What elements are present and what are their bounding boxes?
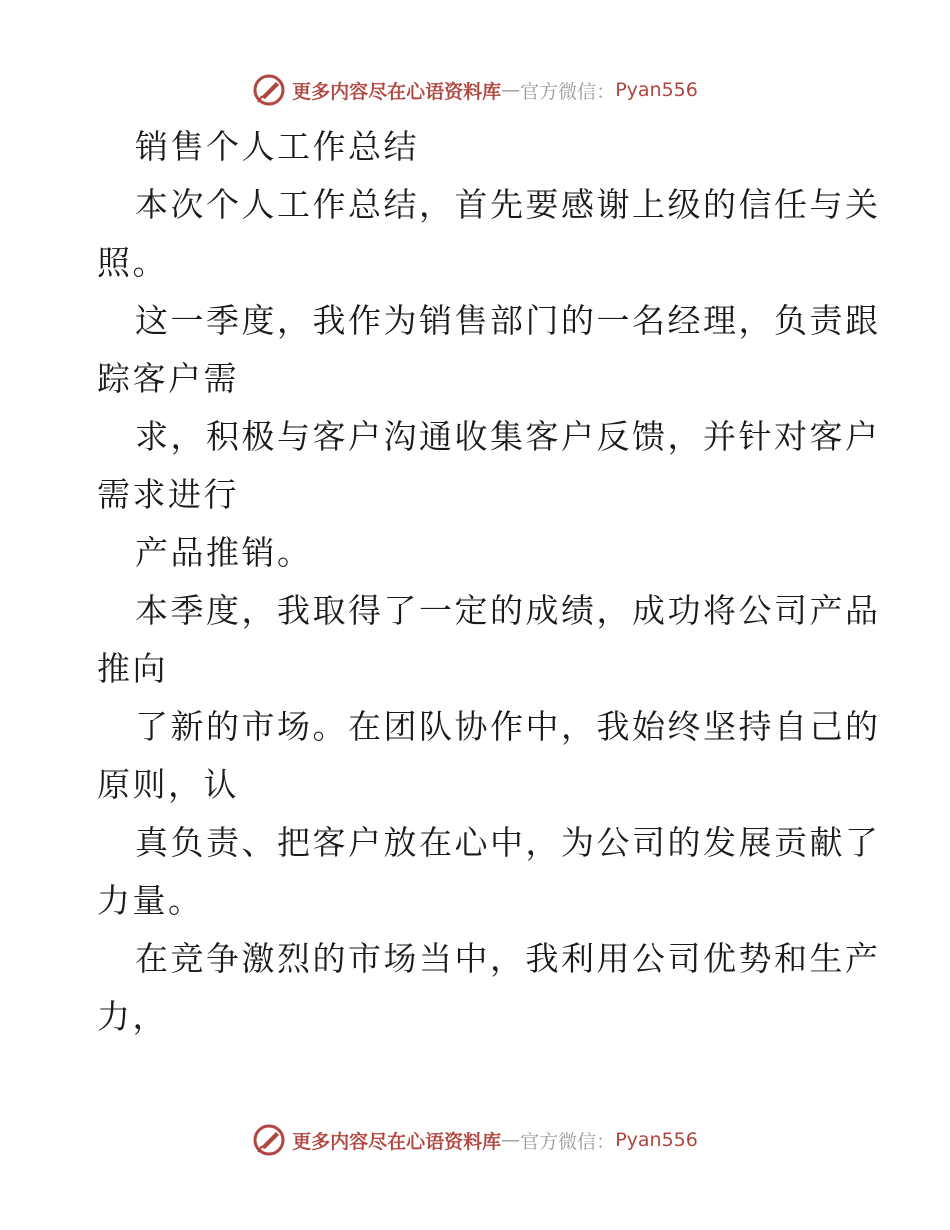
paragraph-line: 本季度，我取得了一定的成绩，成功将公司产品: [135, 591, 881, 630]
paragraph-line: 踪客户需: [97, 359, 239, 398]
header-separator: —: [501, 79, 521, 101]
footer-separator: —: [501, 1129, 521, 1151]
paragraph-line: 本次个人工作总结，首先要感谢上级的信任与关: [135, 185, 881, 224]
footer-wechat-label: 官方微信：: [520, 1130, 616, 1153]
header-banner: [0, 70, 950, 110]
paragraph-line: 力，: [97, 997, 168, 1036]
paragraph-line: 这一季度，我作为销售部门的一名经理，负责跟: [135, 301, 881, 340]
paragraph-line: 了新的市场。在团队协作中，我始终坚持自己的: [135, 707, 881, 746]
paragraph-line: 求，积极与客户沟通收集客户反馈，并针对客户: [135, 417, 881, 456]
paragraph-line: 照。: [97, 243, 168, 282]
document-body: [97, 118, 881, 1046]
footer-banner: [0, 1120, 950, 1160]
header-brand-text: 更多内容尽在心语资料库: [292, 80, 502, 103]
header-wechat-label: 官方微信：: [520, 80, 616, 103]
document-title: 销售个人工作总结: [135, 127, 419, 166]
paragraph-line: 产品推销。: [135, 533, 313, 572]
footer-wechat-id: Pyan556: [615, 1129, 698, 1151]
header-wechat-id: Pyan556: [615, 79, 698, 101]
paragraph-line: 力量。: [97, 881, 204, 920]
quill-logo-icon: [252, 1123, 286, 1157]
paragraph-line: 在竞争激烈的市场当中，我利用公司优势和生产: [135, 939, 881, 978]
paragraph-line: 真负责、把客户放在心中，为公司的发展贡献了: [135, 823, 881, 862]
footer-brand-text: 更多内容尽在心语资料库: [292, 1130, 502, 1153]
paragraph-line: 需求进行: [97, 475, 239, 514]
paragraph-line: 推向: [97, 649, 168, 688]
quill-logo-icon: [252, 73, 286, 107]
paragraph-line: 原则，认: [97, 765, 239, 804]
